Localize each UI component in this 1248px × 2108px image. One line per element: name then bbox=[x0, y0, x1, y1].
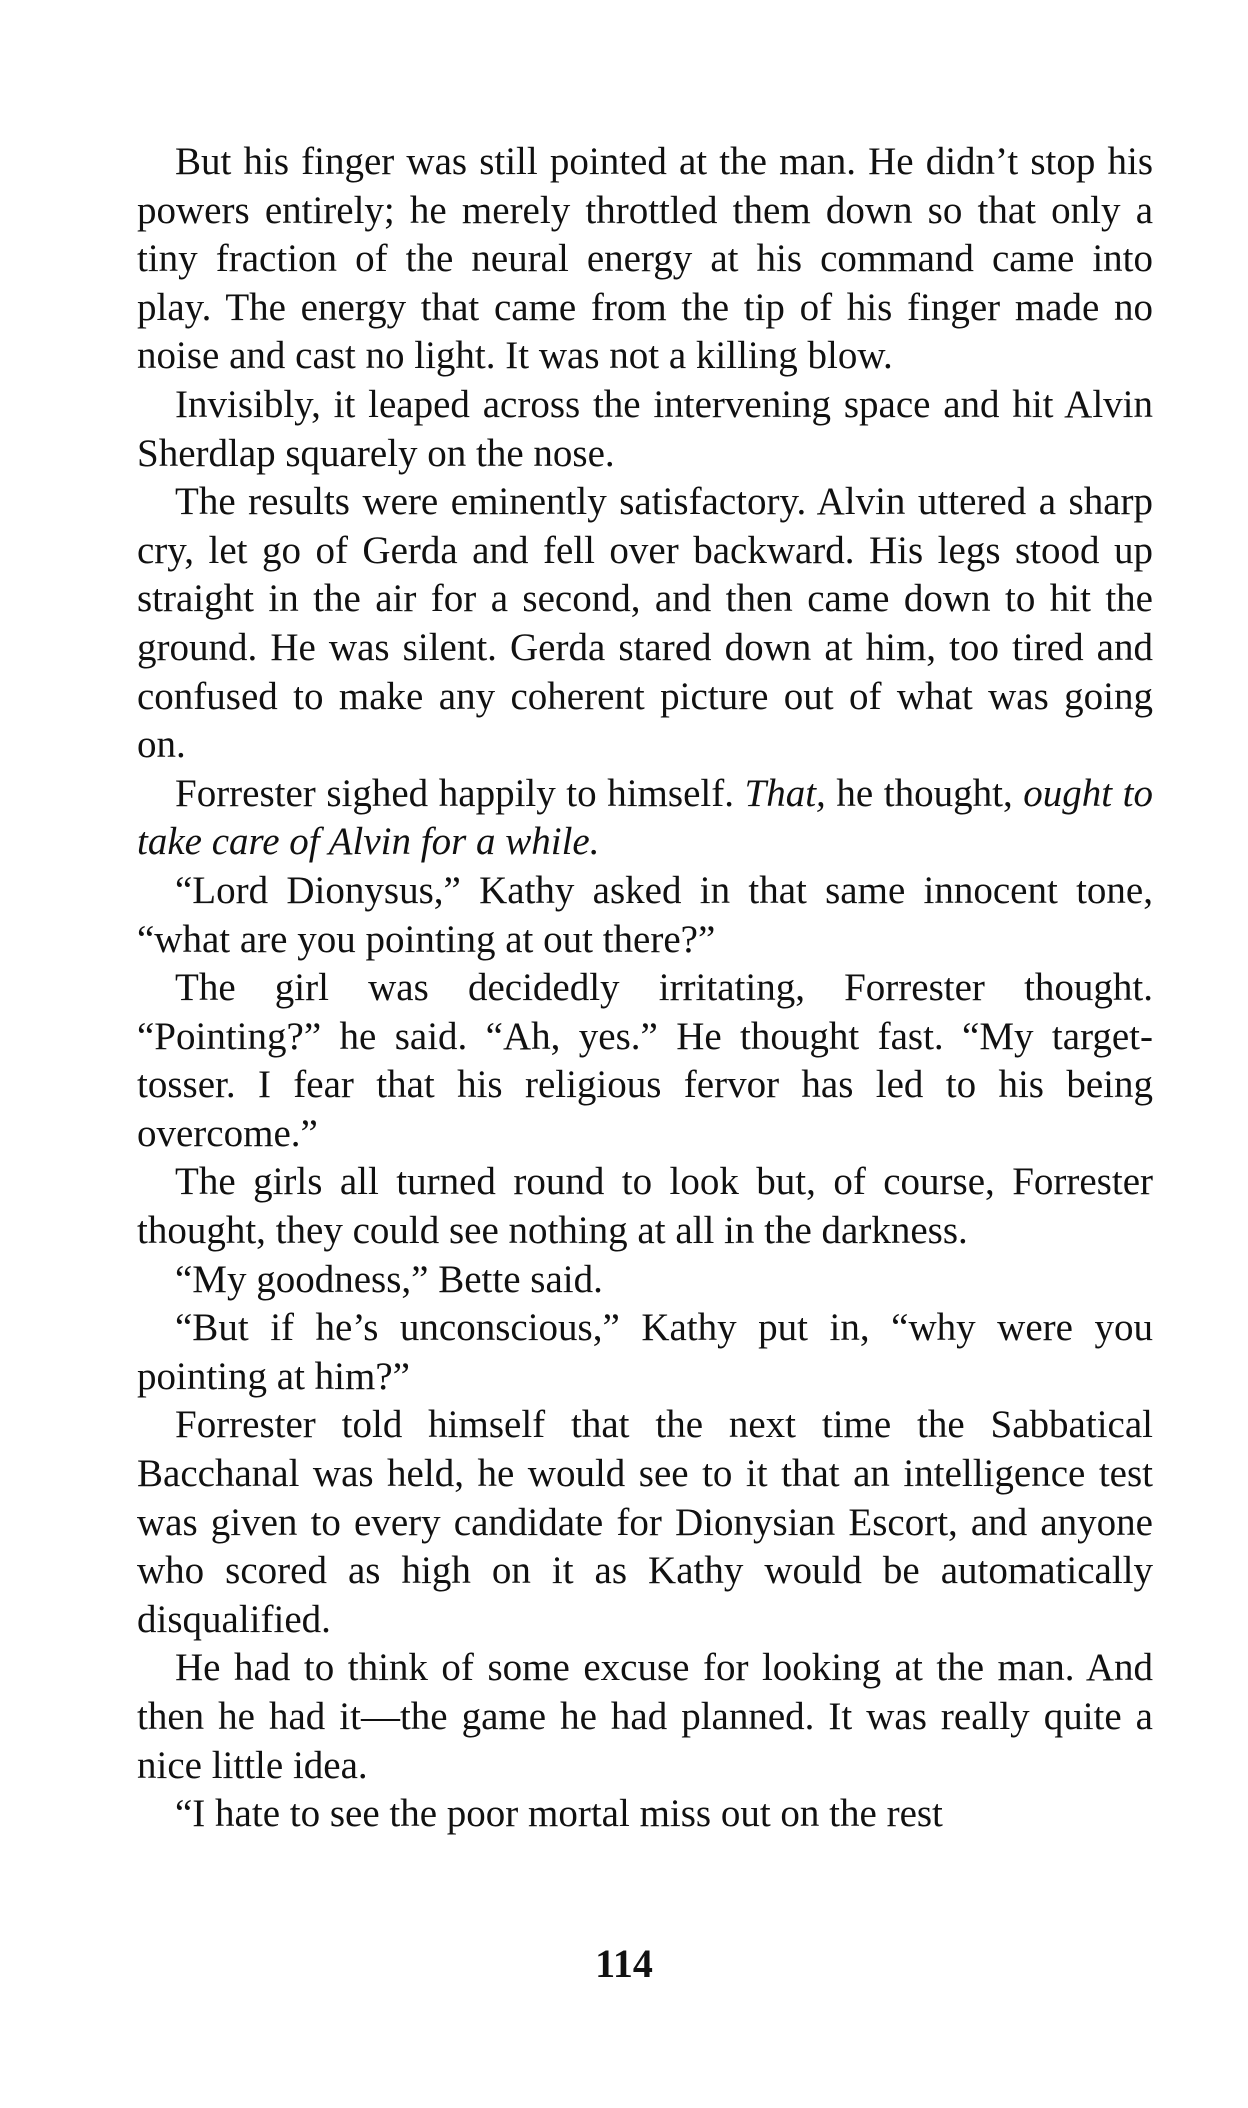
paragraph bbox=[137, 1304, 1153, 1401]
text-segment: “But if he’s unconscious,” Kathy put in, “why were you pointing at him?” bbox=[137, 1306, 1153, 1398]
text-segment: He had to think of some excuse for looking at the man. And then he had it—the game he had planned. It was really quite a nice little idea. bbox=[137, 1646, 1153, 1787]
text-segment: “I hate to see the poor mortal miss out on the rest bbox=[175, 1792, 943, 1836]
italic-text-segment: That, bbox=[744, 771, 826, 815]
paragraph bbox=[137, 867, 1153, 964]
paragraph bbox=[137, 1644, 1153, 1790]
paragraph bbox=[137, 381, 1153, 478]
paragraph bbox=[137, 964, 1153, 1158]
paragraph bbox=[137, 1158, 1153, 1255]
text-segment: “My goodness,” Bette said. bbox=[175, 1257, 603, 1301]
text-segment: The results were eminently satisfactory. Alvin uttered a sharp cry, let go of Gerda and fell over backward. His legs stood up straight in the air for a second, and then came down to hit the ground. He was silent. Gerda stared down at him, too tired and confused to make any coherent picture out of what was going on. bbox=[137, 480, 1153, 767]
body-text bbox=[137, 138, 1153, 1839]
paragraph bbox=[137, 1401, 1153, 1644]
text-segment: “Lord Dionysus,” Kathy asked in that same innocent tone, “what are you pointing at out there?” bbox=[137, 868, 1153, 961]
paragraph bbox=[137, 478, 1153, 770]
text-segment: Forrester sighed happily to himself. bbox=[175, 771, 745, 815]
text-segment: The girl was decidedly irritating, Forrester thought. “Pointing?” he said. “Ah, yes.” He thought fast. “My target-tosser. I fear that his religious fervor has led to his being overcome.” bbox=[137, 966, 1153, 1155]
paragraph bbox=[137, 138, 1153, 381]
paragraph bbox=[137, 770, 1153, 867]
text-segment: he thought, bbox=[825, 771, 1024, 815]
paragraph bbox=[137, 1256, 1153, 1305]
paragraph bbox=[137, 1790, 1153, 1839]
text-segment: The girls all turned round to look but, of course, Forrester thought, they could see nothing at all in the darkness. bbox=[137, 1160, 1153, 1253]
page-number: 114 bbox=[595, 1941, 653, 1986]
text-segment: Forrester told himself that the next time the Sabbatical Bacchanal was held, he would see to it that an intelligence test was given to every candidate for Dionysian Escort, and anyone who scored as high on it as Kathy would be automatically disqualified. bbox=[137, 1403, 1153, 1641]
italic-text-segment: ought to take care of Alvin for a while. bbox=[137, 771, 1154, 864]
text-segment: Invisibly, it leaped across the intervening space and hit Alvin Sherdlap squarely on the nose. bbox=[137, 382, 1153, 475]
text-segment: But his finger was still pointed at the man. He didn’t stop his powers entirely; he merely throttled them down so that only a tiny fraction of the neural energy at his command came into play. The energy that came from the tip of his finger made no noise and cast no light. It was not a killing blow. bbox=[137, 140, 1153, 378]
